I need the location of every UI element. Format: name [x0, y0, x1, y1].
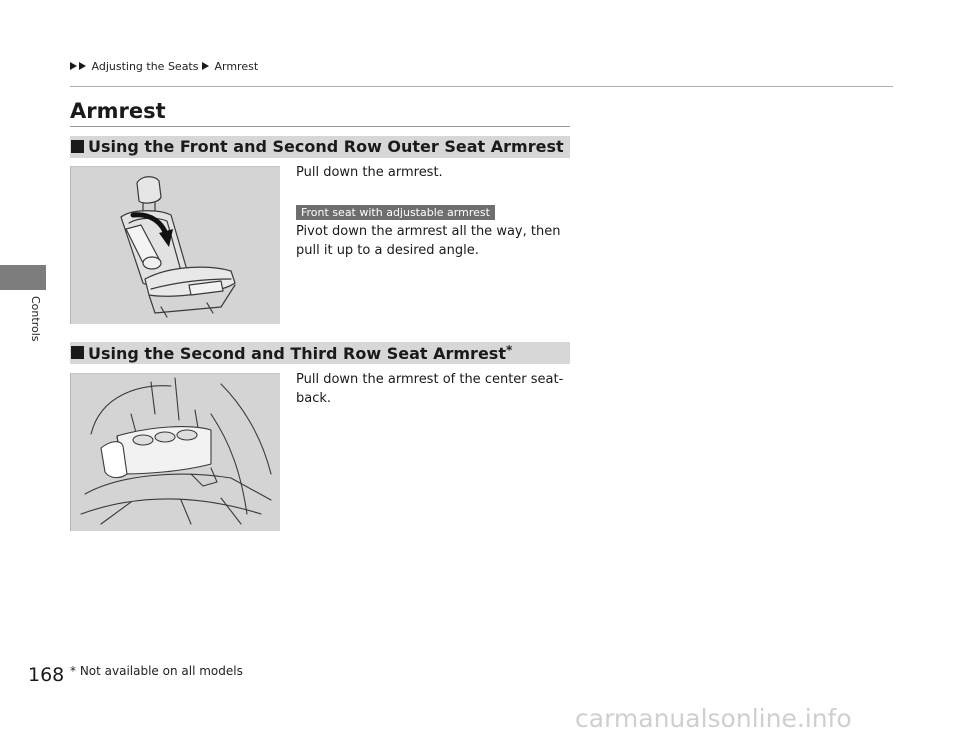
chapter-label-text: Controls	[29, 296, 42, 342]
section-square-icon	[71, 346, 84, 359]
section-heading-text: Using the Second and Third Row Seat Armrest*	[88, 343, 513, 363]
section-heading-center-armrest	[70, 342, 570, 364]
breadcrumb	[70, 60, 258, 73]
breadcrumb-item[interactable]: Adjusting the Seats	[91, 60, 199, 73]
page-title: Armrest	[70, 99, 166, 123]
breadcrumb-arrow-icon	[79, 62, 86, 70]
title-divider	[70, 126, 570, 127]
breadcrumb-arrow-icon	[70, 62, 77, 70]
center-seat-illustration	[70, 373, 280, 531]
chapter-tab[interactable]	[0, 265, 46, 290]
front-seat-illustration	[70, 166, 280, 324]
page-number: 168	[28, 664, 65, 686]
instruction-text: Pivot down the armrest all the way, then pull it up to a desired angle.	[296, 224, 561, 258]
availability-mark: *	[505, 343, 513, 357]
instruction-text: Pull down the armrest.	[296, 165, 443, 180]
breadcrumb-arrow-icon	[202, 62, 209, 70]
instruction-text: Pull down the armrest of the center seat-back.	[296, 372, 564, 406]
watermark[interactable]: carmanualsonline.info	[575, 704, 852, 733]
variant-label: Front seat with adjustable armrest	[296, 205, 495, 220]
breadcrumb-item-current: Armrest	[214, 60, 259, 73]
footnote: * Not available on all models	[70, 664, 243, 678]
header-divider	[70, 86, 893, 87]
section-heading-front-armrest	[70, 136, 570, 158]
section-heading-text: Using the Front and Second Row Outer Seat Armrest	[88, 137, 564, 156]
center-armrest-image	[71, 374, 280, 531]
chapter-label	[28, 296, 42, 356]
section-square-icon	[71, 140, 84, 153]
front-seat-armrest-image	[71, 167, 280, 324]
